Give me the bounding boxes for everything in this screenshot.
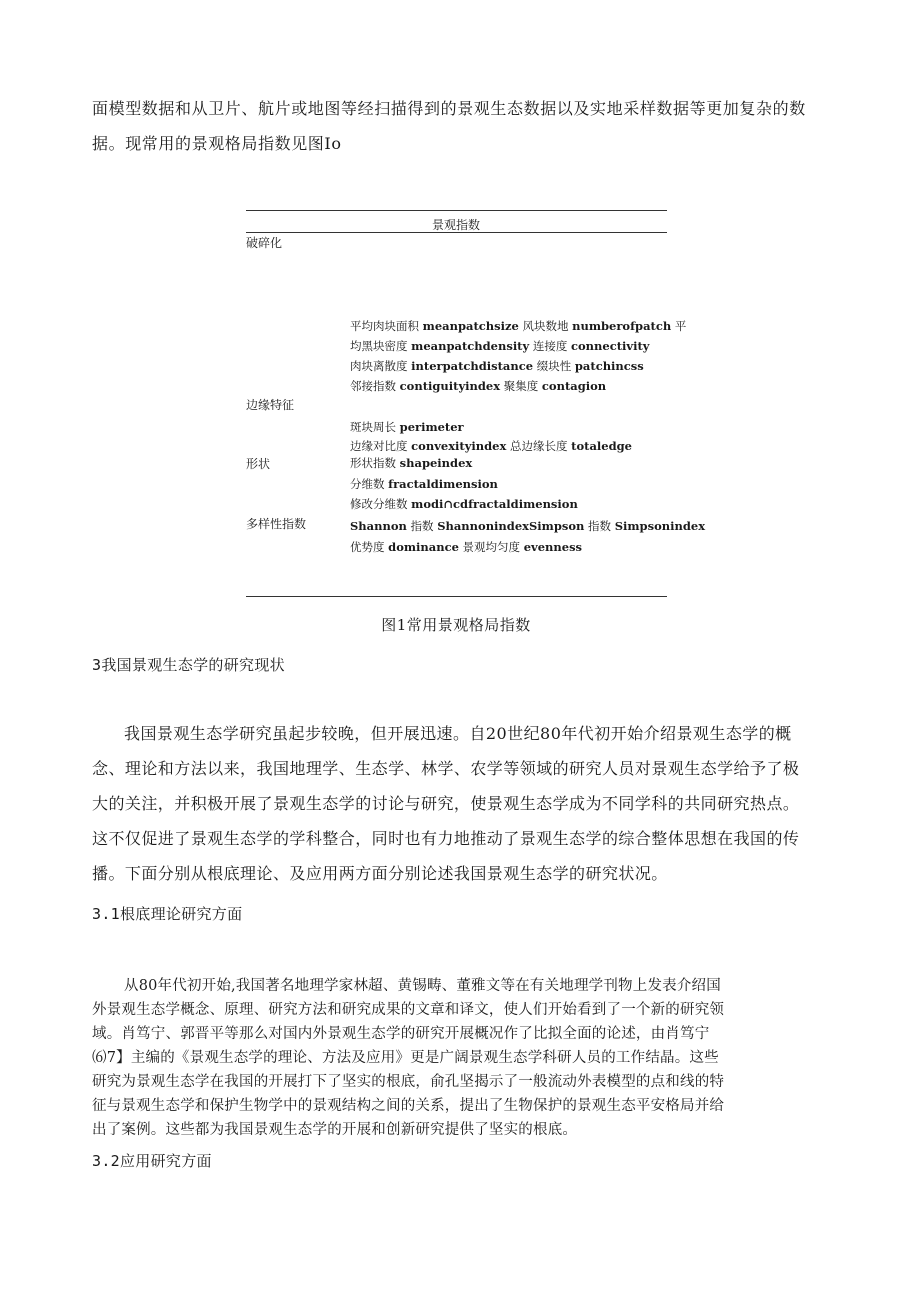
intro-line-1: 面模型数据和从卫片、航片或地图等经扫描得到的景观生态数据以及实地采样数据等更加复杂的数 <box>92 99 806 118</box>
table-header-rule <box>246 232 667 233</box>
paragraph-line: ⑹7】主编的《景观生态学的理论、方法及应用》更是广阔景观生态学科研人员的工作结晶。这些 <box>92 1050 719 1066</box>
table-row: 均黑块密度 meanpatchdensity 连接度 connectivity <box>350 339 650 353</box>
paragraph-line: 出了案例。这些都为我国景观生态学的开展和创新研究提供了坚实的根底。 <box>92 1122 578 1138</box>
paragraph-line: 大的关注，并积极开展了景观生态学的讨论与研究，使景观生态学成为不同学科的共同研究热点。 <box>92 794 800 813</box>
intro-line-2: 据。现常用的景观格局指数见图Io <box>92 134 342 153</box>
category-fragmentation: 破碎化 <box>246 236 283 250</box>
table-row: 斑块周长 perimeter <box>350 420 464 434</box>
table-row: 邻接指数 contiguityindex 聚集度 contagion <box>350 379 607 393</box>
table-row: 优势度 dominance 景观均匀度 evenness <box>350 540 583 554</box>
paragraph-line: 外景观生态学概念、原理、研究方法和研究成果的文章和译文，使人们开始看到了一个新的研究领 <box>92 1002 725 1018</box>
table-bottom-rule <box>246 596 667 597</box>
section-heading-3: 3我国景观生态学的研究现状 <box>92 656 285 674</box>
paragraph-line: 域。肖笃宁、郭晋平等那么对国内外景观生态学的研究开展概况作了比拟全面的论述，由肖笃宁 <box>92 1026 710 1042</box>
paragraph-line: 征与景观生态学和保护生物学中的景观结构之间的关系，提出了生物保护的景观生态平安格局并给 <box>92 1098 725 1114</box>
category-shape: 形状 <box>246 457 271 471</box>
table-top-rule <box>246 210 667 211</box>
paragraph-line: 研究为景观生态学在我国的开展打下了坚实的根底，俞孔坚揭示了一般流动外表模型的点和线的特 <box>92 1074 725 1090</box>
paragraph-line: 从80年代初开始,我国著名地理学家林超、黄锡畴、董雅文等在有关地理学刊物上发表介绍国 <box>124 978 721 994</box>
category-edge: 边缘特征 <box>246 398 295 412</box>
paragraph-line: 播。下面分别从根底理论、及应用两方面分别论述我国景观生态学的研究状况。 <box>92 864 668 883</box>
section-heading-3-1: 3.1根底理论研究方面 <box>92 905 243 923</box>
table-row: 肉块离散度 interpatchdistance 缀块性 patchincss <box>350 359 644 373</box>
paragraph-line: 这不仅促进了景观生态学的学科整合，同时也有力地推动了景观生态学的综合整体思想在我国的传 <box>92 829 800 848</box>
category-diversity: 多样性指数 <box>246 517 307 531</box>
paragraph-line: 念、理论和方法以来，我国地理学、生态学、林学、农学等领域的研究人员对景观生态学给予了极 <box>92 759 800 778</box>
table-row: Shannon 指数 ShannonindexSimpson 指数 Simpsonindex <box>350 519 706 533</box>
table-row: 平均肉块面积 meanpatchsize 风块数地 numberofpatch 平 <box>350 319 687 333</box>
paragraph-line: 我国景观生态学研究虽起步较晚，但开展迅速。自20世纪80年代初开始介绍景观生态学的概 <box>124 724 792 743</box>
table-row: 修改分维数 modi∩cdfractaldimension <box>350 497 578 511</box>
table-row: 分维数 fractaldimension <box>350 477 498 491</box>
table-row: 边缘对比度 convexityindex 总边缘长度 totaledge <box>350 439 633 453</box>
table-row: 形状指数 shapeindex <box>350 456 473 470</box>
section-heading-3-2: 3.2应用研究方面 <box>92 1152 212 1170</box>
